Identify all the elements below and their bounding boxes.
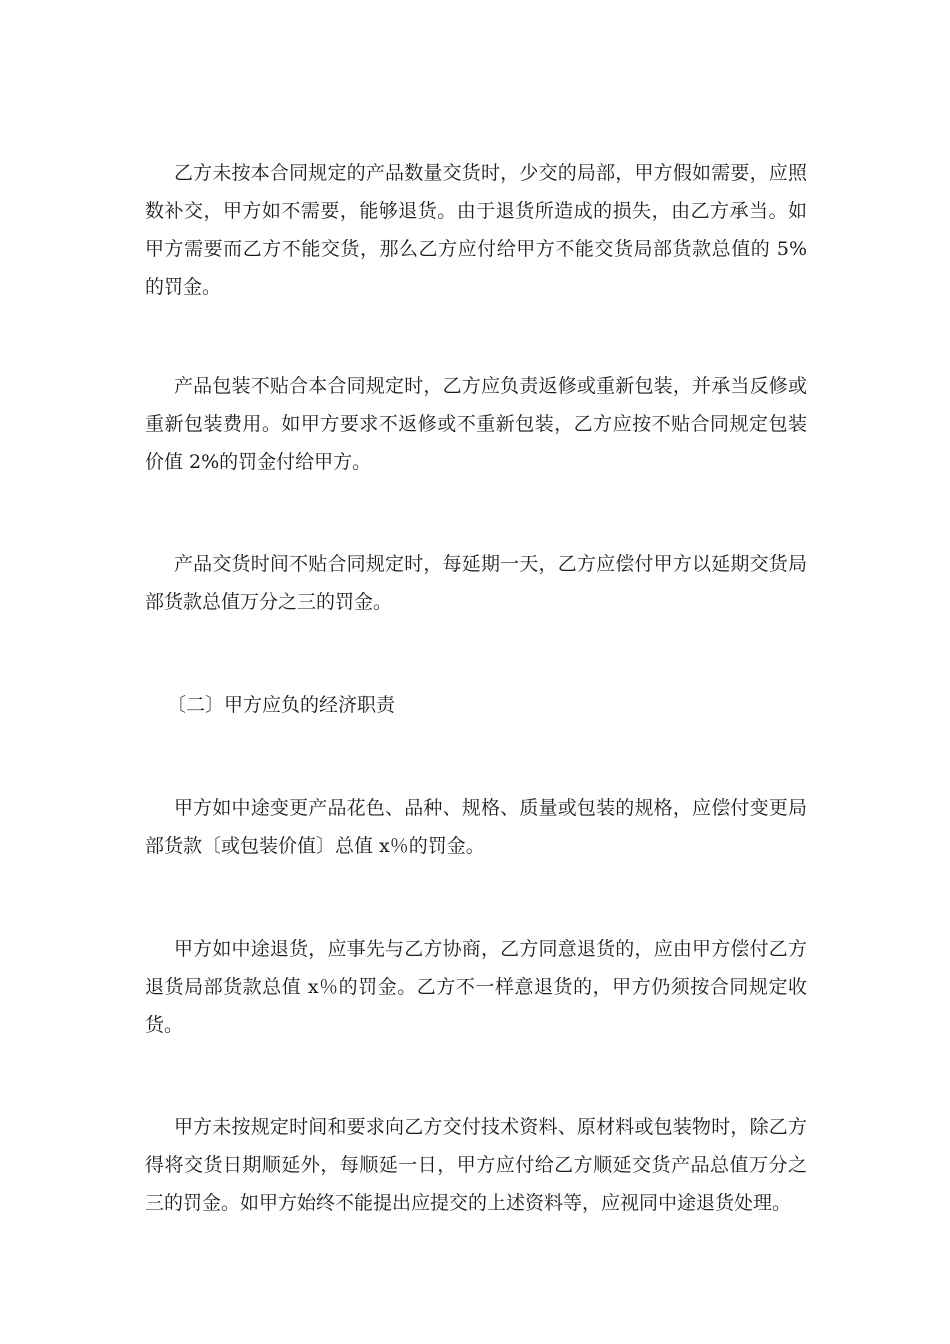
paragraph-delivery-delay: 产品交货时间不贴合同规定时，每延期一天，乙方应偿付甲方以延期交货局部货款总值万分之三的罚金。 [145, 553, 807, 613]
paragraph-buyer-return: 甲方如中途退货，应事先与乙方协商，乙方同意退货的，应由甲方偿付乙方退货局部货款总值 x％的罚金。乙方不一样意退货的，甲方仍须按合同规定收货。 [145, 938, 807, 1036]
paragraph-packaging: 产品包装不贴合本合同规定时，乙方应负责返修或重新包装，并承当反修或重新包装费用。如甲方要求不返修或不重新包装，乙方应按不贴合同规定包装价值 2%的罚金付给甲方。 [145, 375, 807, 473]
paragraph-buyer-change: 甲方如中途变更产品花色、品种、规格、质量或包装的规格，应偿付变更局部货款〔或包装价值〕总值 x％的罚金。 [145, 797, 807, 857]
paragraph-buyer-materials: 甲方未按规定时间和要求向乙方交付技术资料、原材料或包装物时，除乙方得将交货日期顺延外，每顺延一日，甲方应付给乙方顺延交货产品总值万分之三的罚金。如甲方始终不能提出应提交的上述资料等，应视同中途退货处理。 [145, 1116, 807, 1214]
section-heading: 〔二〕甲方应负的经济职责 [167, 694, 396, 716]
paragraph-quantity-shortfall: 乙方未按本合同规定的产品数量交货时，少交的局部，甲方假如需要，应照数补交，甲方如不需要，能够退货。由于退货所造成的损失，由乙方承当。如甲方需要而乙方不能交货，那么乙方应付给甲方不能交货局部货款总值的 5%的罚金。 [145, 162, 807, 298]
